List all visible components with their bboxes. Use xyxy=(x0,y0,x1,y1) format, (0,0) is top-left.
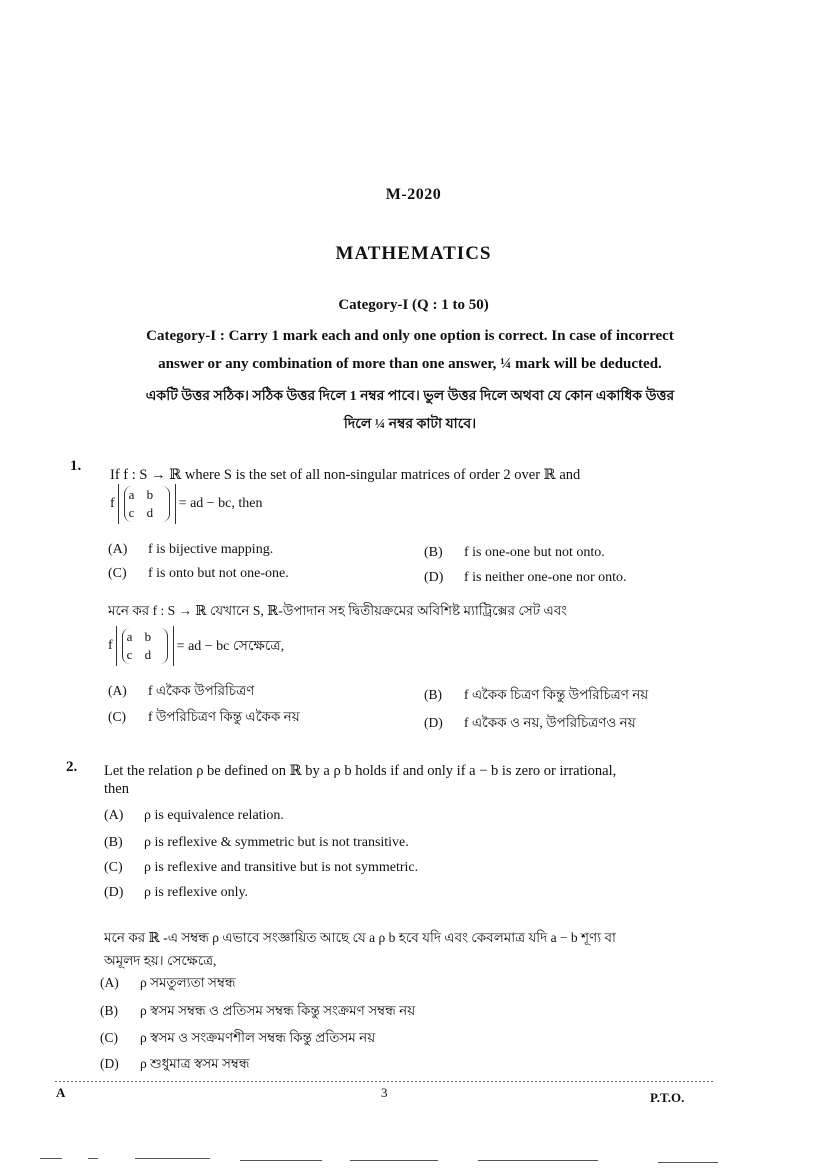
matrix xyxy=(124,486,170,522)
question-1-text-en: If f : S → ℝ where S is the set of all non-singular matrices of order 2 over ℝ and xyxy=(110,467,581,483)
option-text: ρ স্বসম ও সংক্রমণশীল সম্বন্ধ কিন্তু প্রতিসম নয় xyxy=(140,1030,376,1045)
instructions-bn-line2: দিলে ¼ নম্বর কাটা যাবে। xyxy=(343,417,477,432)
option-text: f is bijective mapping. xyxy=(148,542,274,557)
option-label: (D) xyxy=(424,570,444,585)
option-text: f একৈক ও নয়, উপরিচিত্রণও নয় xyxy=(464,715,636,730)
option-a[interactable] xyxy=(108,542,273,558)
option-b-bn[interactable] xyxy=(424,684,648,707)
option-d-bn[interactable] xyxy=(100,1053,250,1076)
option-label: (B) xyxy=(424,545,443,560)
option-d-bn[interactable] xyxy=(424,712,636,735)
option-text: f একৈক উপরিচিত্রণ xyxy=(148,683,255,698)
instructions-bn-line1: একটি উত্তর সঠিক। সঠিক উত্তর দিলে 1 নম্বর পাবে। ভুল উত্তর দিলে অথবা যে কোন একাধিক উত্তর xyxy=(145,389,675,404)
scan-artifact-line xyxy=(88,1158,98,1159)
question-1-matrix-expression-bn xyxy=(108,626,284,666)
option-c[interactable] xyxy=(104,860,418,876)
function-symbol: f xyxy=(110,496,115,511)
pto-label: P.T.O. xyxy=(650,1090,685,1105)
category-heading: Category-I (Q : 1 to 50) xyxy=(338,297,489,313)
option-text: f is neither one-one nor onto. xyxy=(464,570,627,585)
option-d[interactable] xyxy=(104,885,248,901)
option-a-bn[interactable] xyxy=(100,972,236,995)
matrix-cell: a xyxy=(128,487,135,502)
option-label: (C) xyxy=(100,1030,118,1045)
footer-rule xyxy=(55,1081,715,1082)
question-2-text-en-cont: then xyxy=(104,781,129,797)
option-b[interactable] xyxy=(424,545,605,561)
option-text: f is onto but not one-one. xyxy=(148,566,289,581)
set-label: A xyxy=(56,1085,66,1100)
matrix-cell: c xyxy=(126,647,133,662)
option-label: (B) xyxy=(424,687,442,702)
option-b[interactable] xyxy=(104,835,409,851)
option-c-bn[interactable] xyxy=(100,1027,375,1050)
matrix-cell: d xyxy=(146,505,154,520)
function-symbol: f xyxy=(108,638,113,653)
option-c-bn[interactable] xyxy=(108,706,300,729)
matrix-cell: a xyxy=(126,629,133,644)
matrix-bracket xyxy=(116,626,174,666)
question-1-matrix-expression xyxy=(110,484,263,524)
option-label: (A) xyxy=(104,808,124,823)
instructions-en-line1: Category-I : Carry 1 mark each and only one option is correct. In case of incorrect xyxy=(146,328,674,344)
question-2-text-bn-cont: অমূলদ হয়। সেক্ষেত্রে, xyxy=(104,953,217,968)
option-label: (A) xyxy=(108,542,128,557)
scan-artifact-line xyxy=(135,1158,210,1159)
paper-code: M-2020 xyxy=(385,186,442,203)
scan-artifact-line xyxy=(350,1160,438,1161)
option-label: (B) xyxy=(104,835,123,850)
instructions-en-line2: answer or any combination of more than one answer, ¼ mark will be deducted. xyxy=(158,356,662,372)
option-text: f একৈক চিত্রণ কিন্তু উপরিচিত্রণ নয় xyxy=(464,687,649,702)
option-label: (C) xyxy=(108,709,126,724)
option-text: ρ শুধুমাত্র স্বসম সম্বন্ধ xyxy=(140,1056,250,1071)
option-a[interactable] xyxy=(104,808,284,824)
option-d[interactable] xyxy=(424,570,627,586)
question-2-text-bn: মনে কর ℝ -এ সম্বন্ধ ρ এভাবে সংজ্ঞায়িত আছে যে a ρ b হবে যদি এবং কেবলমাত্র যদি a − b শূণ্য বা xyxy=(104,930,616,945)
option-label: (A) xyxy=(100,975,119,990)
option-a-bn[interactable] xyxy=(108,680,254,703)
option-label: (B) xyxy=(100,1003,118,1018)
matrix-cell: b xyxy=(146,487,154,502)
matrix-result-text: = ad − bc, then xyxy=(178,496,263,511)
option-text: f is one-one but not onto. xyxy=(464,545,605,560)
option-label: (D) xyxy=(100,1056,119,1071)
matrix-cell: c xyxy=(128,505,135,520)
option-label: (C) xyxy=(104,860,123,875)
scan-artifact-line xyxy=(240,1160,322,1161)
matrix xyxy=(122,628,168,664)
option-text: f উপরিচিত্রণ কিন্তু একৈক নয় xyxy=(148,709,300,724)
option-text: ρ is reflexive and transitive but is not symmetric. xyxy=(144,860,419,875)
option-text: ρ is reflexive only. xyxy=(144,885,249,900)
question-number: 2. xyxy=(66,759,78,775)
scan-artifact-line xyxy=(478,1160,598,1161)
matrix-cell: d xyxy=(144,647,152,662)
question-2-text-en: Let the relation ρ be defined on ℝ by a ρ b holds if and only if a − b is zero or irrational, xyxy=(104,763,617,779)
option-b-bn[interactable] xyxy=(100,1000,415,1023)
matrix-result-text: = ad − bc সেক্ষেত্রে, xyxy=(176,639,285,654)
option-c[interactable] xyxy=(108,566,289,582)
option-label: (D) xyxy=(104,885,124,900)
question-1-text-bn: মনে কর f : S → ℝ যেখানে S, ℝ-উপাদান সহ দ্বিতীয়ক্রমের অবিশিষ্ট ম্যাট্রিক্সের সেট এবং xyxy=(108,603,568,618)
page-number: 3 xyxy=(381,1085,388,1100)
option-label: (C) xyxy=(108,566,127,581)
question-number: 1. xyxy=(70,458,82,474)
matrix-cell: b xyxy=(144,629,152,644)
matrix-bracket xyxy=(118,484,176,524)
scan-artifact-line xyxy=(40,1158,62,1159)
option-text: ρ স্বসম সম্বন্ধ ও প্রতিসম সম্বন্ধ কিন্তু সংক্রমণ সম্বন্ধ নয় xyxy=(140,1003,416,1018)
option-label: (D) xyxy=(424,715,443,730)
option-text: ρ is reflexive & symmetric but is not transitive. xyxy=(144,835,409,850)
scan-artifact-line xyxy=(658,1162,718,1163)
option-text: ρ সমতুল্যতা সম্বন্ধ xyxy=(140,975,236,990)
subject-title: MATHEMATICS xyxy=(335,243,492,264)
option-label: (A) xyxy=(108,683,127,698)
option-text: ρ is equivalence relation. xyxy=(144,808,284,823)
